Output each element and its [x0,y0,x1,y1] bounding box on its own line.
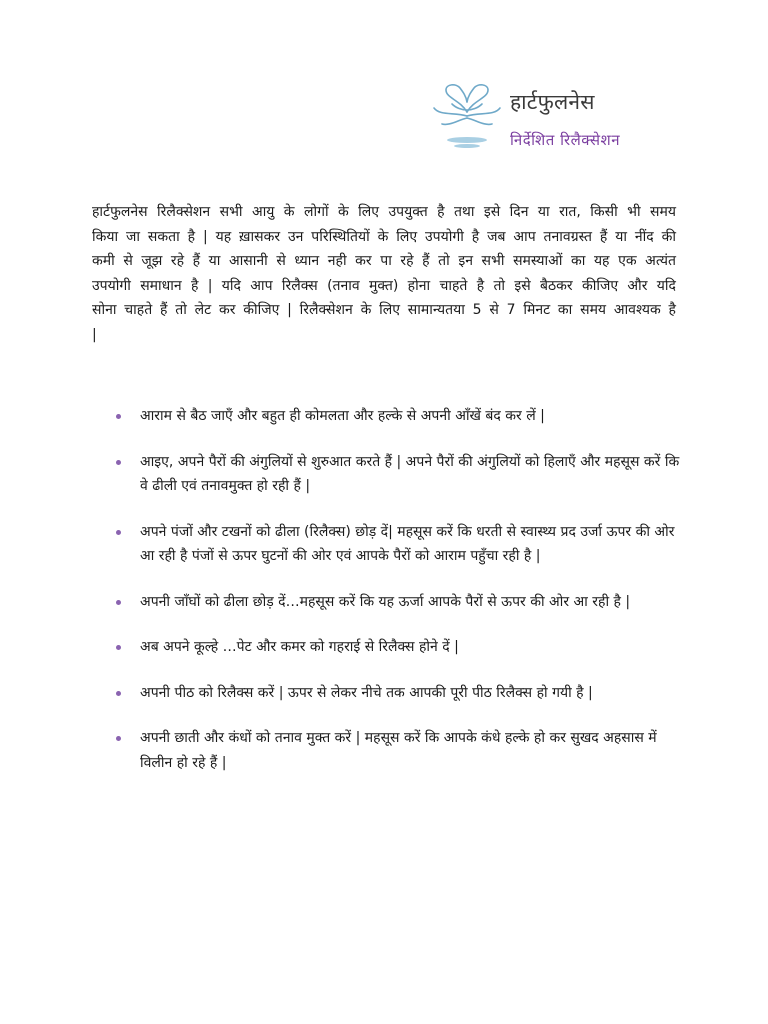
bullet-icon [116,530,121,535]
bullet-icon [116,736,121,741]
bullet-icon [116,414,121,419]
step-text: अपने पंजों और टखनों को ढीला (रिलैक्स) छोड़ दें| महसूस करें कि धरती से स्वास्थ्य प्रद उर्जा ऊपर की ओर आ रही है पंजों से ऊपर घुटनों की ओर एवं आपके पैरों को आराम पहुँचा रही है | [140,523,675,564]
step-text: अपनी छाती और कंधों को तनाव मुक्त करें | महसूस करें कि आपके कंधे हल्के हो कर सुखद अहसास में विलीन हो रहे हैं | [140,730,657,771]
step-text: आराम से बैठ जाएँ और बहुत ही कोमलता और हल्के से अपनी आँखें बंद कर लें | [140,408,545,424]
step-text: अपनी जाँघों को ढीला छोड़ दें…महसूस करें कि यह ऊर्जा आपके पैरों से ऊपर की ओर आ रही है | [140,593,631,610]
heartfulness-logo-icon [430,82,504,154]
header-logo-block [430,82,730,162]
relaxation-steps-list [110,404,680,796]
list-item [110,404,680,429]
bullet-icon [116,600,121,605]
step-text: आइए, अपने पैरों की अंगुलियों से शुरुआत करते हैं | अपने पैरों की अंगुलियों को हिलाएँ और महसूस करें कि वे ढीली एवं तनावमुक्त हो रही हैं | [140,453,680,494]
step-text: अब अपने कूल्हे …पेट और कमर को गहराई से रिलैक्स होने दें | [140,639,459,655]
bullet-icon [116,645,121,650]
bullet-icon [116,691,121,696]
list-item [110,590,680,615]
document-subtitle: निर्देशित रिलैक्सेशन [510,131,621,149]
list-item [110,635,680,660]
list-item [110,726,680,775]
bullet-icon [116,460,121,465]
list-item [110,450,680,499]
intro-paragraph: हार्टफुलनेस रिलैक्सेशन सभी आयु के लोगों के लिए उपयुक्त है तथा इसे दिन या रात, किसी भी समय किया जा सकता है | यह ख़ासकर उन परिस्थितियों के लिए उपयोगी है जब आप तनावग्रस्त हैं या नींद की कमी से जूझ रहे हैं या आसानी से ध्यान नही कर पा रहे हैं तो इन सभी समस्याओं का यह एक अत्यंत उपयोगी समाधान है | यदि आप रिलैक्स (तनाव मुक्त) होना चाहते है तो इसे बैठकर कीजिए और यदि सोना चाहते हैं तो लेट कर कीजिए | रिलैक्सेशन के लिए सामान्यतया 5 से 7 मिनट का समय आवश्यक है | [92,204,676,343]
brand-name: हार्टफुलनेस [510,90,595,114]
step-text: अपनी पीठ को रिलैक्स करें | ऊपर से लेकर नीचे तक आपकी पूरी पीठ रिलैक्स हो गयी है | [140,684,593,701]
list-item [110,681,680,706]
list-item [110,520,680,569]
